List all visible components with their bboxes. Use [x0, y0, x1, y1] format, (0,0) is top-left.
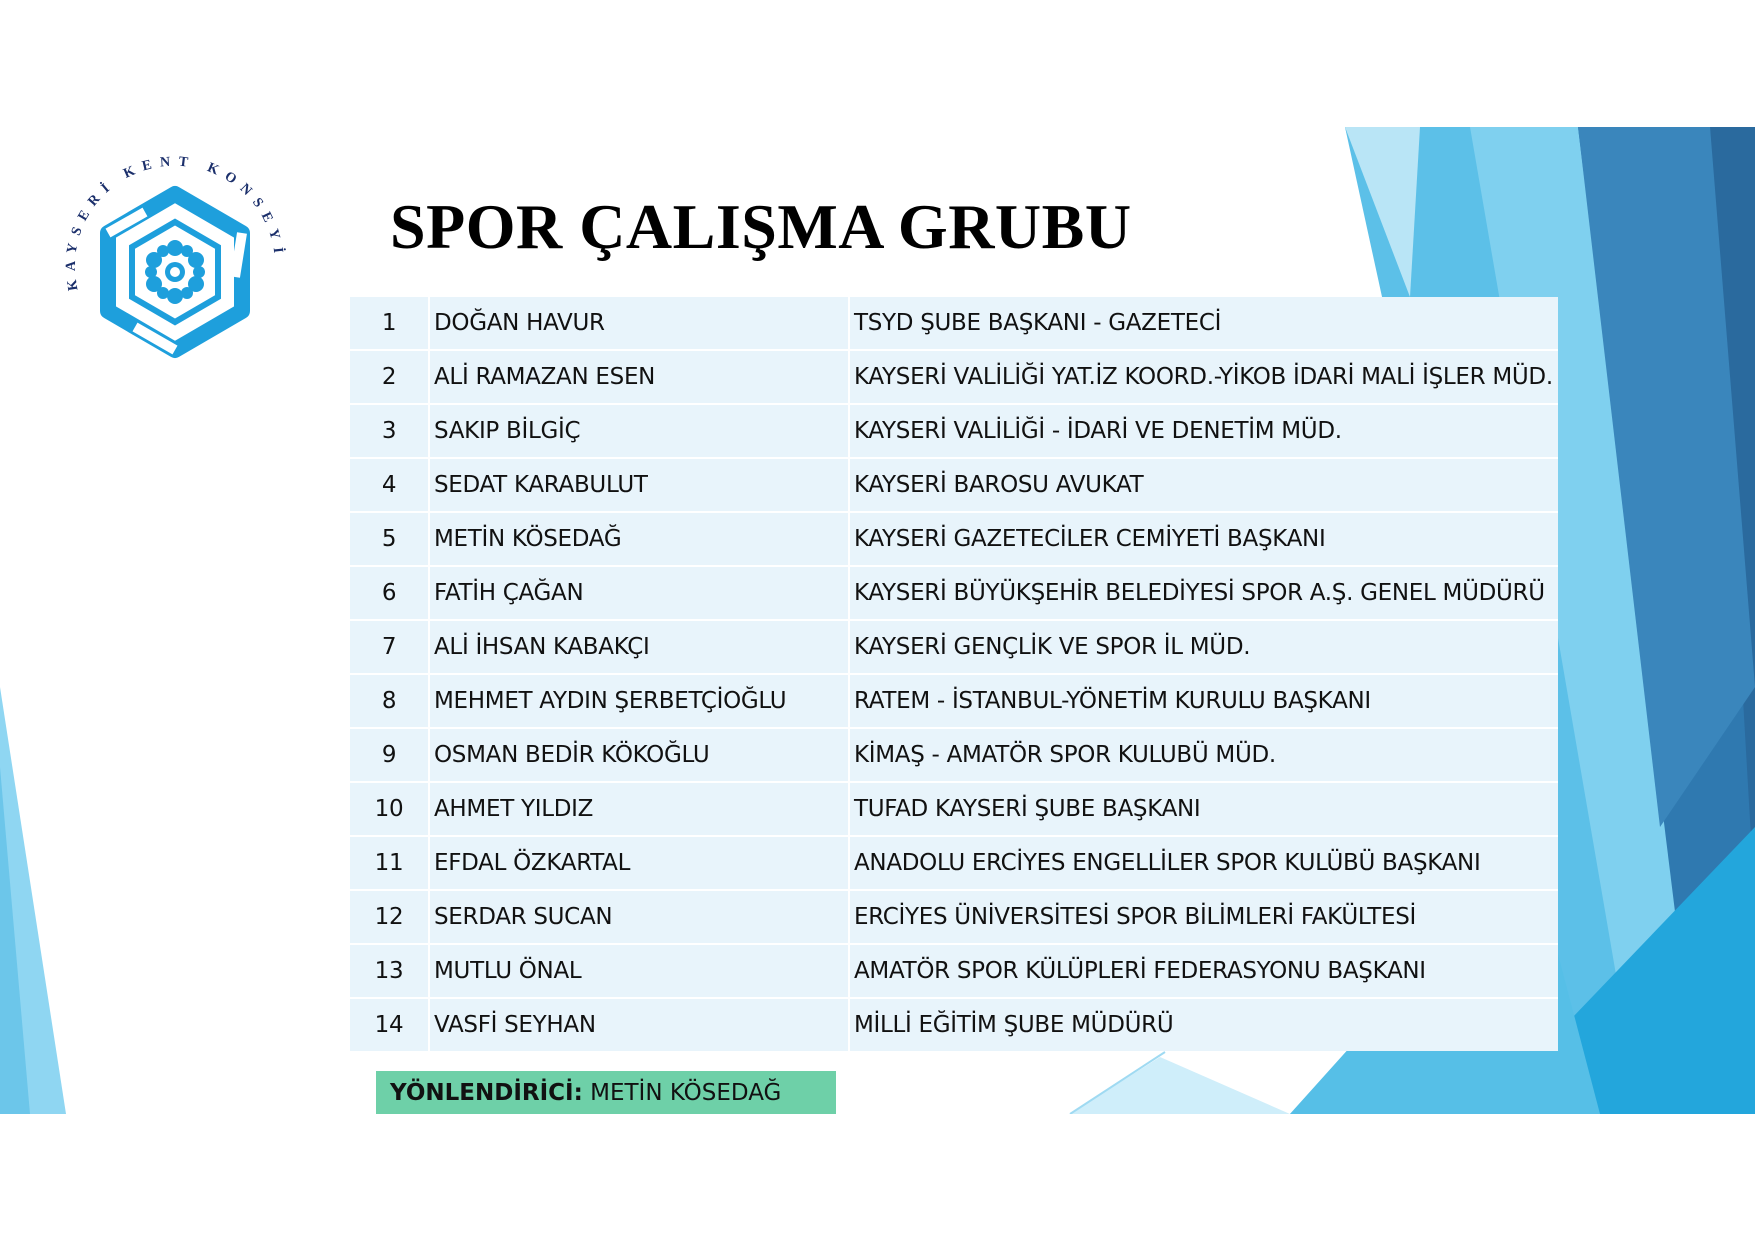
member-number: 6: [350, 566, 429, 620]
moderator-name: METİN KÖSEDAĞ: [590, 1080, 782, 1106]
member-position: ANADOLU ERCİYES ENGELLİLER SPOR KULÜBÜ BAŞKANI: [849, 836, 1558, 890]
member-name: MUTLU ÖNAL: [429, 944, 849, 998]
member-position: KAYSERİ GAZETECİLER CEMİYETİ BAŞKANI: [849, 512, 1558, 566]
member-position: KİMAŞ - AMATÖR SPOR KULUBÜ MÜD.: [849, 728, 1558, 782]
logo-ring-text: KAYSERİ KENT KONSEYİ: [63, 154, 287, 292]
deco-bottom-faint: [1070, 1057, 1290, 1114]
table-row: [350, 350, 1558, 404]
table-row: [350, 674, 1558, 728]
table-row: [350, 944, 1558, 998]
member-number: 4: [350, 458, 429, 512]
member-name: ALİ İHSAN KABAKÇI: [429, 620, 849, 674]
table-row: [350, 404, 1558, 458]
logo-hexagon-mark: [108, 194, 242, 350]
member-position: AMATÖR SPOR KÜLÜPLERİ FEDERASYONU BAŞKANI: [849, 944, 1558, 998]
table-row: [350, 297, 1558, 350]
table-row: [350, 890, 1558, 944]
member-number: 1: [350, 297, 429, 350]
member-number: 7: [350, 620, 429, 674]
table-row: [350, 512, 1558, 566]
member-number: 14: [350, 998, 429, 1051]
member-number: 12: [350, 890, 429, 944]
member-position: KAYSERİ VALİLİĞİ - İDARİ VE DENETİM MÜD.: [849, 404, 1558, 458]
member-name: SERDAR SUCAN: [429, 890, 849, 944]
member-number: 13: [350, 944, 429, 998]
member-name: EFDAL ÖZKARTAL: [429, 836, 849, 890]
member-position: TUFAD KAYSERİ ŞUBE BAŞKANI: [849, 782, 1558, 836]
table-row: [350, 620, 1558, 674]
member-position: TSYD ŞUBE BAŞKANI - GAZETECİ: [849, 297, 1558, 350]
member-position: KAYSERİ BAROSU AVUKAT: [849, 458, 1558, 512]
member-position: MİLLİ EĞİTİM ŞUBE MÜDÜRÜ: [854, 1012, 1174, 1038]
member-name: SEDAT KARABULUT: [429, 458, 849, 512]
moderator-box: [376, 1071, 836, 1114]
member-name: VASFİ SEYHAN: [429, 998, 849, 1051]
member-position: KAYSERİ GENÇLİK VE SPOR İL MÜD.: [849, 620, 1558, 674]
member-position: ERCİYES ÜNİVERSİTESİ SPOR BİLİMLERİ FAKÜLTESİ: [849, 890, 1558, 944]
member-number: 9: [350, 728, 429, 782]
member-number: 8: [350, 674, 429, 728]
table-row: [350, 782, 1558, 836]
member-name: METİN KÖSEDAĞ: [429, 512, 849, 566]
member-name: AHMET YILDIZ: [429, 782, 849, 836]
member-name: SAKIP BİLGİÇ: [429, 404, 849, 458]
table-row: [350, 566, 1558, 620]
table-row: [350, 998, 1558, 1051]
member-name: OSMAN BEDİR KÖKOĞLU: [429, 728, 849, 782]
member-number: 3: [350, 404, 429, 458]
members-table: [350, 297, 1558, 1051]
member-name: FATİH ÇAĞAN: [429, 566, 849, 620]
moderator-label: YÖNLENDİRİCİ:: [390, 1080, 583, 1106]
member-name: ALİ RAMAZAN ESEN: [429, 350, 849, 404]
member-number: 2: [350, 350, 429, 404]
member-position: KAYSERİ VALİLİĞİ YAT.İZ KOORD.-YİKOB İDARİ MALİ İŞLER MÜD.: [849, 350, 1558, 404]
table-row: [350, 458, 1558, 512]
member-name: DOĞAN HAVUR: [429, 297, 849, 350]
table-row: [350, 836, 1558, 890]
page-title: SPOR ÇALIŞMA GRUBU: [390, 191, 1132, 262]
kayseri-kent-konseyi-logo: [55, 147, 295, 387]
member-position: KAYSERİ BÜYÜKŞEHİR BELEDİYESİ SPOR A.Ş. GENEL MÜDÜRÜ: [849, 566, 1558, 620]
member-number: 5: [350, 512, 429, 566]
member-number: 10: [350, 782, 429, 836]
members-table-body: [350, 297, 1558, 1051]
member-position: RATEM - İSTANBUL-YÖNETİM KURULU BAŞKANI: [849, 674, 1558, 728]
member-number: 11: [350, 836, 429, 890]
slide: [0, 127, 1755, 1114]
member-name: MEHMET AYDIN ŞERBETÇİOĞLU: [429, 674, 849, 728]
table-row: [350, 728, 1558, 782]
